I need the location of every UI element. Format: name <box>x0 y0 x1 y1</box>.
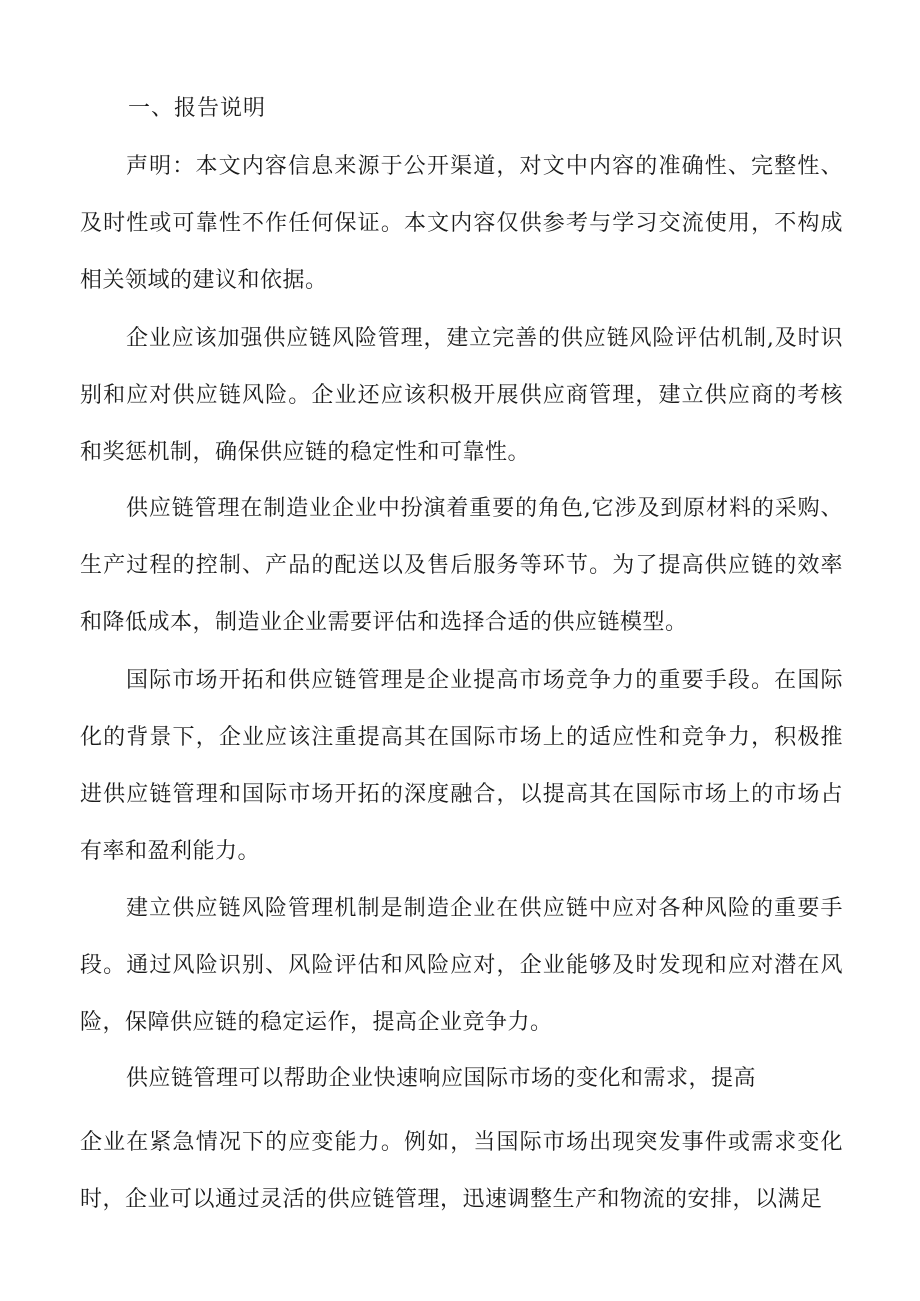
body-paragraph-risk-management: 企业应该加强供应链风险管理，建立完善的供应链风险评估机制,及时识别和应对供应链风险。企业还应该积极开展供应商管理，建立供应商的考核和奖惩机制，确保供应链的稳定性和可靠性。 <box>80 326 843 465</box>
disclaimer-paragraph: 声明：本文内容信息来源于公开渠道，对文中内容的准确性、完整性、及时性或可靠性不作任何保证。本文内容仅供参考与学习交流使用，不构成相关领域的建议和依据。 <box>80 154 843 293</box>
body-paragraph-response-continued: 企业在紧急情况下的应变能力。例如，当国际市场出现突发事件或需求变化时，企业可以通过灵活的供应链管理，迅速调整生产和物流的安排，以满足 <box>80 1130 843 1212</box>
section-heading: 一、报告说明 <box>128 96 267 121</box>
body-paragraph-manufacturing-role: 供应链管理在制造业企业中扮演着重要的角色,它涉及到原材料的采购、生产过程的控制、产品的配送以及售后服务等环节。为了提高供应链的效率和降低成本，制造业企业需要评估和选择合适的供应链模型。 <box>80 496 843 635</box>
body-paragraph-international-market: 国际市场开拓和供应链管理是企业提高市场竞争力的重要手段。在国际化的背景下，企业应该注重提高其在国际市场上的适应性和竞争力，积极推进供应链管理和国际市场开拓的深度融合，以提高其在国际市场上的市场占有率和盈利能力。 <box>80 668 843 864</box>
body-paragraph-response-start: 供应链管理可以帮助企业快速响应国际市场的变化和需求，提高 <box>126 1066 757 1091</box>
body-paragraph-risk-mechanism: 建立供应链风险管理机制是制造企业在供应链中应对各种风险的重要手段。通过风险识别、风险评估和风险应对，企业能够及时发现和应对潜在风险，保障供应链的稳定运作，提高企业竞争力。 <box>80 896 843 1035</box>
